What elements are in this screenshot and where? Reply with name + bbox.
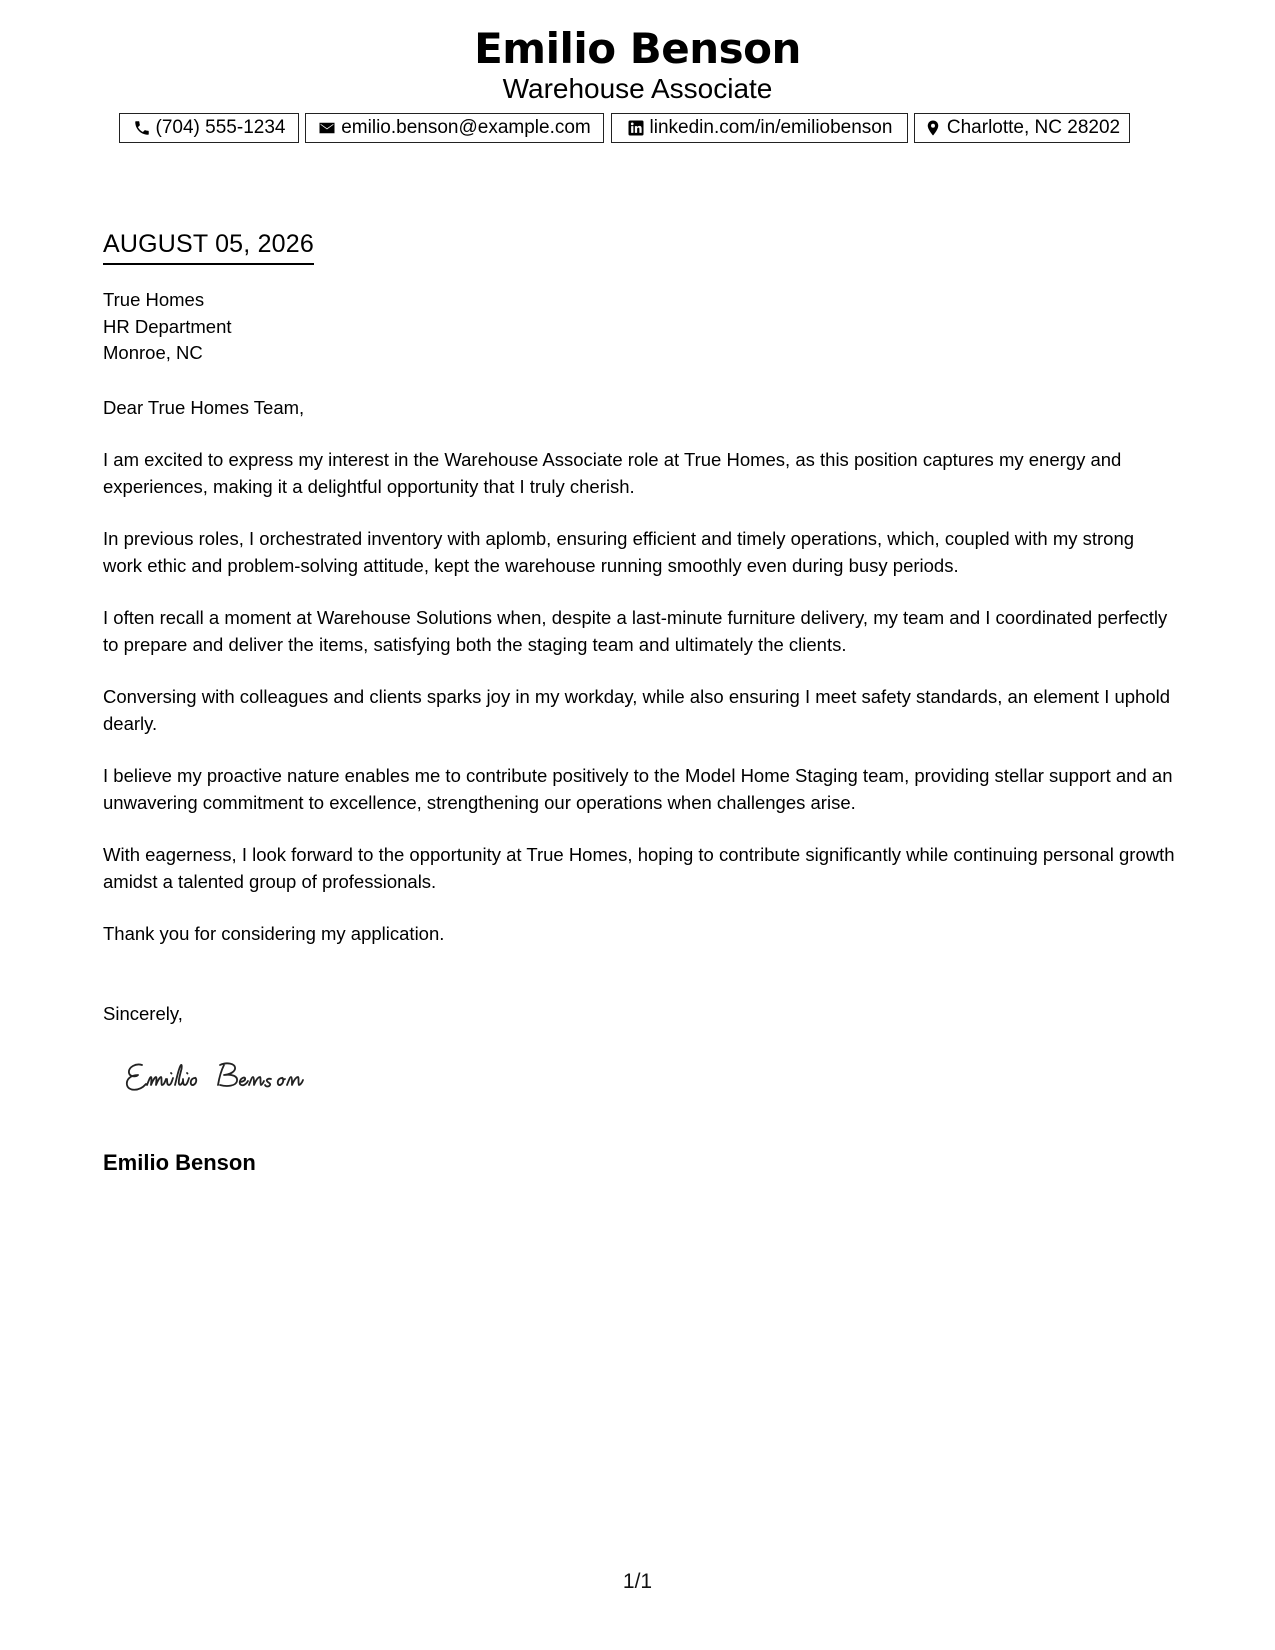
applicant-role: Warehouse Associate — [502, 73, 773, 104]
page-indicator: 1/1 — [622, 1570, 653, 1593]
body-paragraph: Conversing with colleagues and clients sparks joy in my workday, while also ensuring I meet safety standards, an element I uphold dearly. — [103, 686, 1171, 734]
body-paragraph: I am excited to express my interest in the Warehouse Associate role at True Homes, as this position captures my energy and experiences, making it a delightful opportunity that I truly cherish. — [103, 449, 1122, 497]
contact-location-text: Charlotte, NC 28202 — [946, 117, 1121, 138]
body-paragraph: In previous roles, I orchestrated inventory with aplomb, ensuring efficient and timely operations, which, coupled with my strong work ethic and problem-solving attitude, kept the warehouse running smoothly even during busy periods. — [103, 528, 1135, 576]
contact-phone-text: (704) 555-1234 — [155, 117, 286, 138]
contact-phone — [119, 113, 299, 143]
map-pin-icon — [924, 119, 942, 137]
closing: Sincerely, — [103, 1002, 183, 1024]
body-paragraph: I believe my proactive nature enables me to contribute positively to the Model Home Staging team, providing stellar support and an unwavering commitment to excellence, strengthening our operations when challenges arise. — [103, 765, 1173, 813]
contact-email-text: emilio.benson@example.com — [341, 117, 591, 138]
phone-icon — [133, 119, 151, 137]
body-paragraph: With eagerness, I look forward to the opportunity at True Homes, hoping to contribute significantly while continuing personal growth amidst a talented group of professionals. — [103, 844, 1175, 892]
body-paragraph: Thank you for considering my application. — [103, 923, 445, 944]
applicant-name: Emilio Benson — [474, 24, 801, 73]
letter-body — [103, 287, 1178, 1027]
letter-header — [0, 22, 1275, 106]
linkedin-icon — [627, 119, 645, 137]
recipient-location: Monroe, NC — [103, 342, 203, 363]
body-paragraph: I often recall a moment at Warehouse Solutions when, despite a last-minute furniture delivery, my team and I coordinated perfectly to prepare and deliver the items, satisfying both the staging team and ultimately the clients. — [103, 607, 1168, 655]
recipient-company: True Homes — [103, 289, 205, 310]
envelope-icon — [318, 119, 336, 137]
recipient-address — [103, 287, 1178, 367]
contact-linkedin-text: linkedin.com/in/emiliobenson — [649, 117, 893, 138]
contact-email — [305, 113, 604, 143]
contact-location — [914, 113, 1130, 143]
signer-name: Emilio Benson — [103, 1150, 256, 1175]
contact-bar — [0, 113, 1275, 143]
salutation: Dear True Homes Team, — [103, 396, 305, 418]
signature-image — [120, 1053, 350, 1103]
handwritten-signature — [120, 1053, 350, 1108]
recipient-department: HR Department — [103, 315, 232, 337]
letter-date: AUGUST 05, 2026 — [103, 227, 314, 265]
contact-linkedin — [611, 113, 908, 143]
